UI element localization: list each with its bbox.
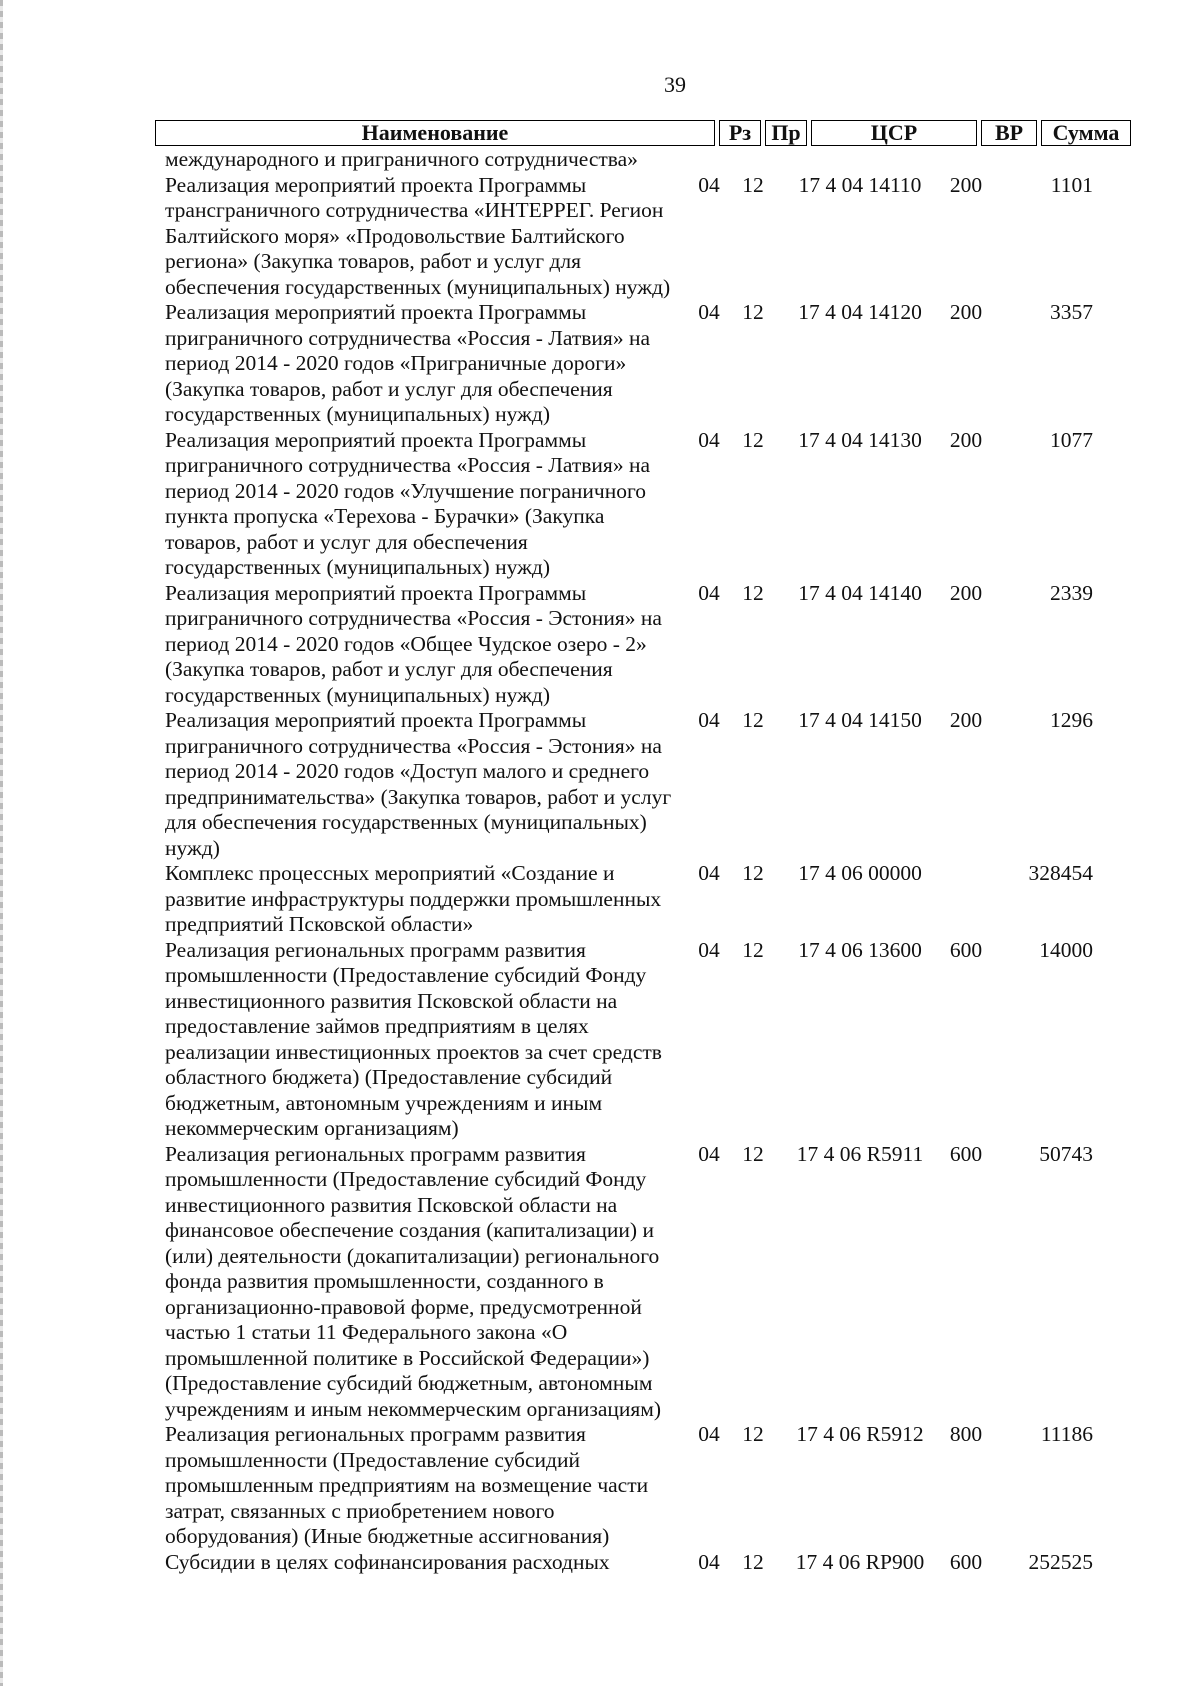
row-sum: 1296	[1050, 708, 1093, 732]
row-rz: 04	[698, 580, 720, 605]
row-csr: 17 4 04 14110	[798, 172, 922, 197]
row-sum: 2339	[1050, 580, 1093, 605]
table-row	[165, 1422, 1135, 1550]
table-row	[165, 173, 1135, 301]
row-csr: 17 4 04 14140	[798, 580, 922, 605]
table-row	[165, 1550, 1135, 1576]
table-row	[165, 581, 1135, 709]
row-pr: 12	[742, 1549, 764, 1574]
scan-edge	[0, 0, 3, 1686]
row-sum: 1101	[1050, 172, 1093, 197]
row-name: Реализация региональных программ развития промышленности (Предоставление субсидий промышленным предприятиям на возмещение части затрат, связанных с приобретением нового оборудования) (Иные бюджетные ассигнования)	[165, 1422, 649, 1548]
row-rz: 04	[698, 172, 720, 197]
row-sum: 1077	[1050, 427, 1093, 452]
row-vr: 200	[949, 300, 983, 324]
row-sum: 14000	[1039, 937, 1093, 962]
table-row	[165, 300, 1135, 428]
row-rz: 04	[698, 861, 720, 885]
budget-table	[165, 147, 1135, 1575]
table-row	[165, 861, 1135, 938]
row-pr: 12	[742, 1141, 764, 1166]
row-rz: 04	[698, 1549, 720, 1574]
row-name: международного и приграничного сотрудничества»	[165, 147, 638, 171]
row-name: Комплекс процессных мероприятий «Создание и развитие инфраструктуры поддержки промышленных предприятий Псковской области»	[165, 861, 662, 936]
row-rz: 04	[698, 300, 720, 324]
row-name: Реализация мероприятий проекта Программы трансграничного сотрудничества «ИНТЕРРЕГ. Регион Балтийского моря» «Продовольствие Балтийского региона» (Закупка товаров, работ и услуг для обеспечения государственных (муниципальных) нужд)	[165, 172, 671, 299]
row-pr: 12	[742, 172, 764, 197]
row-pr: 12	[742, 427, 764, 452]
row-vr: 200	[949, 172, 983, 197]
row-vr: 200	[949, 708, 983, 732]
row-sum: 50743	[1039, 1141, 1093, 1166]
table-row	[165, 708, 1135, 861]
row-vr: 600	[949, 1141, 983, 1166]
row-name: Реализация мероприятий проекта Программы приграничного сотрудничества «Россия - Латвия» на период 2014 - 2020 годов «Приграничные дороги» (Закупка товаров, работ и услуг для обеспечения государственных (муниципальных) нужд)	[165, 300, 650, 426]
header-csr: ЦСР	[811, 120, 977, 146]
row-vr: 600	[949, 937, 983, 962]
row-vr: 800	[949, 1422, 983, 1446]
row-name: Реализация региональных программ развития промышленности (Предоставление субсидий Фонду инвестиционного развития Псковской области на финансовое обеспечение создания (капитализации) и (или) деятельности (докапитализации) регионального фонда развития промышленности, созданного в организационно-правовой форме, предусмотренной частью 1 статьи 11 Федерального закона «О промышленной политике в Российской Федерации») (Предоставление субсидий бюджетным, автономным учреждениям и иным некоммерческим организациям)	[165, 1141, 662, 1421]
row-sum: 3357	[1050, 300, 1093, 324]
header-sum: Сумма	[1041, 120, 1131, 146]
row-pr: 12	[742, 300, 764, 324]
table-row	[165, 938, 1135, 1142]
row-pr: 12	[742, 708, 764, 732]
row-name: Субсидии в целях софинансирования расходных	[165, 1549, 610, 1574]
header-pr: Пр	[765, 120, 807, 146]
row-csr: 17 4 06 R5912	[796, 1422, 924, 1446]
row-csr: 17 4 04 14120	[798, 300, 922, 324]
row-rz: 04	[698, 937, 720, 962]
row-pr: 12	[742, 937, 764, 962]
row-csr: 17 4 06 R5911	[796, 1141, 924, 1166]
row-rz: 04	[698, 1422, 720, 1446]
row-rz: 04	[698, 1141, 720, 1166]
row-vr: 600	[949, 1549, 983, 1574]
row-pr: 12	[742, 580, 764, 605]
row-pr: 12	[742, 861, 764, 885]
row-pr: 12	[742, 1422, 764, 1446]
page-number: 39	[664, 72, 686, 97]
table-row	[165, 147, 1135, 173]
table-row	[165, 428, 1135, 581]
row-csr: 17 4 06 RP900	[795, 1549, 925, 1574]
row-csr: 17 4 04 14130	[798, 427, 922, 452]
row-rz: 04	[698, 427, 720, 452]
row-sum: 328454	[1028, 861, 1093, 885]
row-csr: 17 4 06 00000	[798, 861, 922, 885]
row-csr: 17 4 06 13600	[798, 937, 922, 962]
header-name: Наименование	[155, 120, 715, 146]
row-sum: 252525	[1028, 1549, 1093, 1574]
row-sum: 11186	[1040, 1422, 1093, 1446]
table-header	[155, 120, 1135, 146]
row-vr: 200	[949, 580, 983, 605]
row-name: Реализация региональных программ развития промышленности (Предоставление субсидий Фонду инвестиционного развития Псковской области на предоставление займов предприятиям в целях реализации инвестиционных проектов за счет средств областного бюджета) (Предоставление субсидий бюджетным, автономным учреждениям и иным некоммерческим организациям)	[165, 937, 662, 1140]
row-name: Реализация мероприятий проекта Программы приграничного сотрудничества «Россия - Латвия» на период 2014 - 2020 годов «Улучшение пограничного пункта пропуска «Терехова - Бурачки» (Закупка товаров, работ и услуг для обеспечения государственных (муниципальных) нужд)	[165, 427, 650, 579]
header-vr: ВР	[981, 120, 1037, 146]
table-row	[165, 1142, 1135, 1423]
row-vr: 200	[949, 427, 983, 452]
header-rz: Рз	[719, 120, 761, 146]
row-name: Реализация мероприятий проекта Программы приграничного сотрудничества «Россия - Эстония» на период 2014 - 2020 годов «Общее Чудское озеро - 2» (Закупка товаров, работ и услуг для обеспечения государственных (муниципальных) нужд)	[165, 580, 662, 707]
row-rz: 04	[698, 708, 720, 732]
row-name: Реализация мероприятий проекта Программы приграничного сотрудничества «Россия - Эстония» на период 2014 - 2020 годов «Доступ малого и среднего предпринимательства» (Закупка товаров, работ и услуг для обеспечения государственных (муниципальных) нужд)	[165, 708, 672, 860]
row-csr: 17 4 04 14150	[798, 708, 922, 732]
